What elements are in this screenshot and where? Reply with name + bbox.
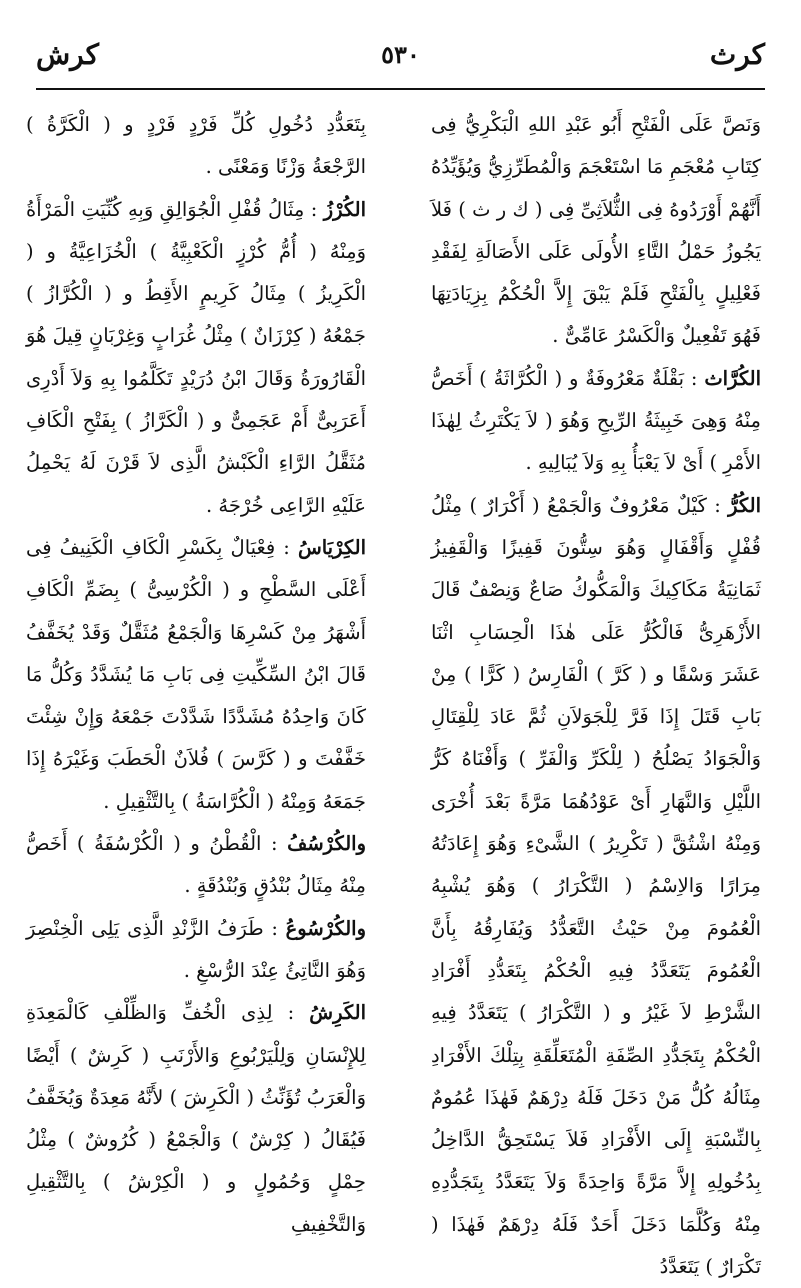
entry (431, 485, 761, 1288)
entry (26, 823, 366, 908)
header-rule (36, 88, 765, 90)
entry-headword: الكَرِشُ (309, 1001, 366, 1025)
entry (431, 358, 761, 485)
entry-headword: والكُرْسُوعُ (285, 916, 366, 940)
entry (26, 104, 366, 189)
running-headword-right: كرث (709, 38, 765, 71)
entry-headword: الكُرُّ (728, 493, 761, 517)
entry-headword: الكُرْزُ (323, 197, 366, 221)
entry-text: : طَرَفُ الزَّنْدِ الَّذِى يَلِى الْخِنْصِرَ وَهُوَ النَّاتِئُ عِنْدَ الرُّسْغِ . (26, 916, 366, 982)
page-number: ٥٣٠ (381, 40, 420, 69)
entry (26, 908, 366, 993)
entry-headword: الكُرَّاث (704, 366, 761, 390)
entry-text: : لِذِى الْخُفِّ وَالظِّلْفِ كَالْمَعِدَةِ لِلإِنْسَانِ وَلِلْيَرْبُوعِ وَالأَرْنَبِ ( كَرِشٌ ) أَيْضًا وَالْعَرَبُ تُؤَنِّثُ ( الْكَرِشَ ) لأَنَّهُ مَعِدَةٌ وَيُخَفَّفُ فَيُقَالُ ( كِرْشٌ ) وَالْجَمْعُ ( كُرُوشٌ ) مِثْلُ حِمْلٍ وَحُمُولٍ و ( الْكِرْشُ ) بِالتَّثْقِيلِ وَالتَّخْفِيفِ (26, 1001, 366, 1236)
page-header (36, 38, 765, 78)
left-column (26, 104, 366, 1236)
running-headword-left: كرش (36, 38, 99, 71)
right-column (431, 104, 761, 1279)
entry-text: : كَيْلٌ مَعْرُوفٌ وَالْجَمْعُ ( أَكْرَارٌ ) مِثْلُ قُفْلٍ وَأَقْفَالٍ وَهُوَ سِتُّونَ قَفِيزًا وَالْقَفِيزُ ثَمَانِيَةُ مَكَاكِيكَ وَالْمَكُّوكُ صَاعٌ وَنِصْفٌ قَالَ الأَزْهَرِىُّ فَالْكُرُّ عَلَى هٰذَا الْحِسَابِ اثْنَا عَشَرَ وَسْقًا و ( كَرَّ ) الْفَارِسُ ( كَرًّا ) مِنْ بَابِ قَتَلَ إِذَا فَرَّ لِلْجَوَلاَنِ ثُمَّ عَادَ لِلْقِتَالِ وَالْجَوَادُ يَصْلُحُ ( لِلْكَرِّ وَالْفَرِّ ) وَأَفْنَاهُ كَرُّ اللَّيْلِ وَالنَّهَارِ أَىْ عَوْدُهُمَا مَرَّةً بَعْدَ أُخْرَى وَمِنْهُ اشْتُقَّ ( تَكْرِيرُ ) الشَّىْءِ وَهُوَ إِعَادَتُهُ مِرَارًا وَالاِسْمُ ( التَّكْرَارُ ) وَهُوَ يُشْبِهُ الْعُمُومَ مِنْ حَيْثُ التَّعَدُّدُ وَيُفَارِقُهُ بِأَنَّ الْعُمُومَ يَتَعَدَّدُ فِيهِ الْحُكْمُ بِتَعَدُّدِ أَفْرَادِ الشَّرْطِ لاَ غَيْرُ و ( التَّكْرَارُ ) يَتَعَدَّدُ فِيهِ الْحُكْمُ بِتَجَدُّدِ الصِّفَةِ الْمُتَعَلِّقَةِ بِتِلْكَ الأَفْرَادِ مِثَالُهُ كُلُّ مَنْ دَخَلَ فَلَهُ دِرْهَمٌ فَهٰذَا عُمُومٌ بِالنِّسْبَةِ إِلَى الأَفْرَادِ فَلاَ يَسْتَحِقُّ الدَّاخِلُ بِدُخُولِهِ إِلاَّ مَرَّةً وَاحِدَةً وَلاَ يَتَعَدَّدُ بِتَجَدُّدِهِ مِنْهُ وَكُلَّمَا دَخَلَ أَحَدٌ فَلَهُ دِرْهَمٌ فَهٰذَا ( تَكْرَارٌ ) يَتَعَدَّدُ (431, 493, 761, 1279)
entry (26, 527, 366, 823)
entry-headword: والكُرْسُفُ (287, 832, 366, 856)
entry-text: : الْقُطْنُ و ( الْكُرْسُفَةُ ) أَخَصُّ مِنْهُ مِثَالُ بُنْدُقٍ وَبُنْدُقَةٍ . (26, 832, 366, 898)
entry (431, 104, 761, 358)
entry-headword: الكِرْيَاسُ (297, 535, 366, 559)
entry-text: : مِثَالُ قُفْلِ الْجُوَالِقِ وَبِهِ كُنِّيَتِ الْمَرْأَةُ وَمِنْهُ ( أُمُّ كُرْزٍ الْكَعْبِيَّةُ ) الْخُزَاعِيَّةُ و ( الْكَرِيزُ ) مِثَالُ كَرِيمٍ الأَقِطُ و ( الْكُرَّازُ ) جَمْعُهُ ( كِرْزَانٌ ) مِثْلُ غُرَابٍ وَغِرْبَانٍ قِيلَ هُوَ الْقَارُورَةُ وَقَالَ ابْنُ دُرَيْدٍ تَكَلَّمُوا بِهِ وَلاَ أَدْرِى أَعَرَبِىٌّ أَمْ عَجَمِىٌّ و ( الْكَرَّازُ ) بِفَتْحِ الْكَافِ مُثَقَّلُ الرَّاءِ الْكَبْشُ الَّذِى لاَ قَرْنَ لَهُ يَحْمِلُ عَلَيْهِ الرَّاعِى خُرْجَهُ . (26, 197, 366, 517)
entry-text: : فِعْيَالٌ بِكَسْرِ الْكَافِ الْكَنِيفُ فِى أَعْلَى السَّطْحِ و ( الْكُرْسِىُّ ) بِضَمِّ الْكَافِ أَشْهَرُ مِنْ كَسْرِهَا وَالْجَمْعُ مُثَقَّلٌ وَقَدْ يُخَفَّفُ قَالَ ابْنُ السِّكِّيتِ فِى بَابِ مَا يُشَدَّدُ وَكُلُّ مَا كَانَ وَاحِدُهُ مُشَدَّدًا شَدَّدْتَ جَمْعَهُ وَإِنْ شِئْتَ خَفَّفْتَ و ( كَرَّسَ ) فُلاَنٌ الْحَطَبَ وَغَيْرَهُ إِذَا جَمَعَهُ وَمِنْهُ ( الْكُرَّاسَةُ ) بِالتَّثْقِيلِ . (26, 535, 366, 813)
entry (26, 992, 366, 1246)
entry-text: بِتَعَدُّدِ دُخُولِ كُلِّ فَرْدٍ فَرْدٍ و ( الْكَرَّةُ ) الرَّجْعَةُ وَزْنًا وَمَعْنًى . (26, 113, 366, 179)
entry (26, 189, 366, 527)
entry-text: : بَقْلَةٌ مَعْرُوفَةٌ و ( الْكُرَّاثَةُ ) أَخَصُّ مِنْهُ وَهِىَ خَبِيثَةُ الرِّيحِ وَهُوَ ( لاَ يَكْتَرِثُ لِهٰذَا الأَمْرِ ) أَىْ لاَ يَعْبَأُ بِهِ وَلاَ يُبَالِيهِ . (431, 366, 761, 475)
entry-text: وَنَصَّ عَلَى الْفَتْحِ أَبُو عَبْدِ اللهِ الْبَكْرِيُّ فِى كِتَابِ مُعْجَمِ مَا اسْتَعْجَمَ وَالْمُطَرِّزِيُّ وَيُؤَيِّدُهُ أَنَّهُمْ أَوْرَدُوهُ فِى الثُّلاَثِىِّ فِى ( ك ر ث ) فَلاَ يَجُوزُ حَمْلُ التَّاءِ الأُولَى عَلَى الأَصَالَةِ لِفَقْدِ فَعْلِيلٍ بِالْفَتْحِ فَلَمْ يَبْقَ إِلاَّ الْحُكْمُ بِزِيَادَتِهَا فَهُوَ تَفْعِيلٌ وَالْكَسْرُ عَامِّىٌّ . (431, 113, 761, 348)
